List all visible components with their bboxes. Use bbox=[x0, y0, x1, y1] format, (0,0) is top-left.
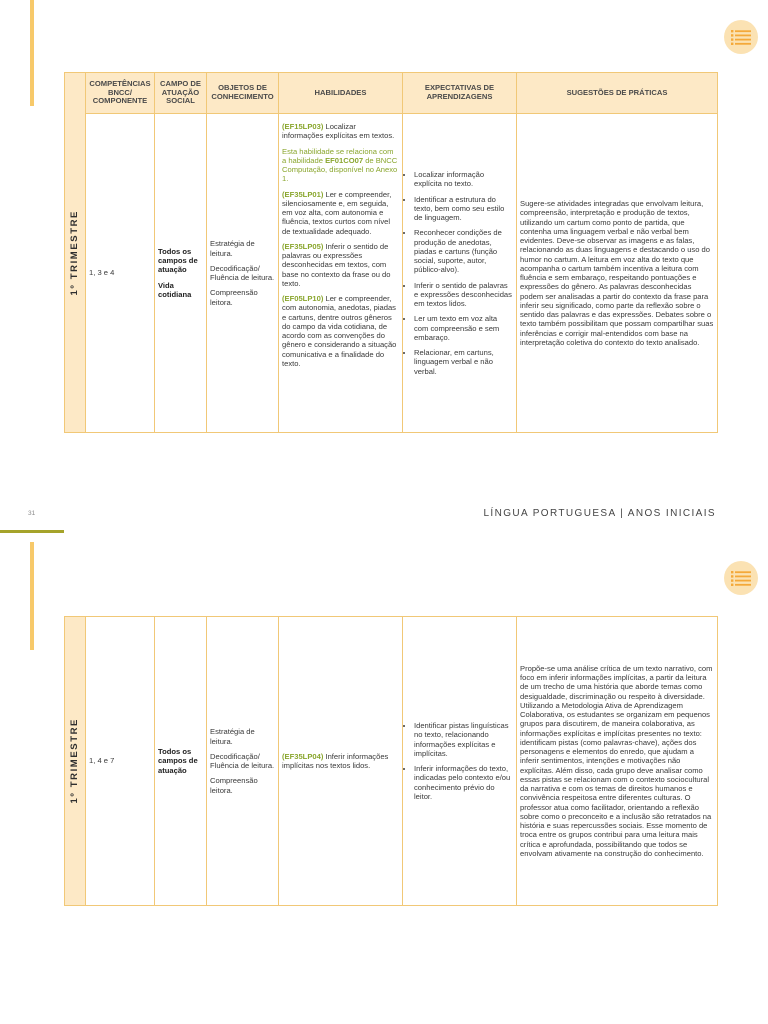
header-habilidades: HABILIDADES bbox=[279, 73, 403, 114]
header-expectativas: EXPECTATIVAS DE APRENDIZAGENS bbox=[403, 73, 517, 114]
header-competencias: COMPETÊNCIAS BNCC/ COMPONENTE bbox=[86, 73, 155, 114]
list-menu-icon bbox=[731, 29, 751, 45]
habilidade-text: Localizar informações explícitas em textos. bbox=[282, 122, 395, 141]
list-menu-button-bottom[interactable] bbox=[724, 561, 758, 595]
trimestre-label: 1º TRIMESTRE bbox=[69, 209, 81, 296]
objeto-item: Compreensão leitora. bbox=[210, 776, 258, 795]
expectativas-cell bbox=[403, 114, 517, 433]
objeto-item: Decodificação/ Fluência de leitura. bbox=[210, 263, 275, 282]
habilidade-text: Ler e compreender, com autonomia, anedotas, piadas e cartuns, dentre outros gêneros do campo da vida cotidiana, de acordo com as convenções do gênero e considerando a situação comunicativa e a finalidade do texto. bbox=[282, 294, 397, 368]
note-code: EF01CO07 bbox=[325, 155, 364, 165]
campo-cell bbox=[155, 114, 207, 433]
habilidade-code: (EF15LP03) bbox=[282, 122, 324, 131]
list-item: • Reconhecer condições de produção de anedotas, piadas e cartuns (função social, suporte, autor, público-alvo). bbox=[414, 228, 513, 274]
habilidade-item bbox=[282, 190, 399, 236]
habilidade-item bbox=[282, 294, 399, 368]
habilidades-cell bbox=[279, 114, 403, 433]
habilidade-code: (EF35LP01) bbox=[282, 189, 324, 199]
objeto-item: Compreensão leitora. bbox=[210, 288, 258, 307]
objeto-item: Decodificação/ Fluência de leitura. bbox=[210, 751, 275, 770]
note-text: Esta habilidade se relaciona com a habilidade bbox=[282, 146, 394, 165]
expectativas-list bbox=[406, 721, 513, 801]
list-item: • Inferir informações do texto, indicadas pelo contexto e/ou conhecimento prévio do leitor. bbox=[414, 764, 513, 801]
list-item: • Localizar informação explícita no texto. bbox=[414, 170, 513, 189]
divider-line bbox=[0, 530, 64, 533]
page-footer-title: LÍNGUA PORTUGUESA | ANOS INICIAIS bbox=[483, 508, 716, 519]
competencias-cell: 1, 4 e 7 bbox=[86, 617, 155, 906]
habilidade-code: (EF05LP10) bbox=[282, 294, 324, 303]
expectativas-list bbox=[406, 170, 513, 376]
list-item: • Inferir o sentido de palavras e expressões desconhecidas em textos lidos. bbox=[414, 281, 513, 309]
list-menu-icon bbox=[731, 570, 751, 586]
campo-item: Vida cotidiana bbox=[158, 280, 192, 299]
habilidade-item bbox=[282, 122, 399, 141]
curriculum-table-1 bbox=[64, 72, 718, 433]
note-text: de BNCC Computação, disponível no Anexo 1. bbox=[282, 155, 398, 184]
habilidade-item bbox=[282, 752, 399, 771]
header-campo: CAMPO DE ATUAÇÃO SOCIAL bbox=[155, 73, 207, 114]
habilidade-text: Inferir informações implícitas nos textos lidos. bbox=[282, 751, 389, 770]
sugestoes-cell: Propõe-se uma análise crítica de um texto narrativo, com foco em inferir informações implícitas, a partir da leitura de um trecho de uma história que aborde temas como desigualdade, discriminação ou respeito à diversidade. Utilizando a Metodologia Ativa de Aprendizagem Colaborativa, os estudantes se organizam em pequenos grupos para discutirem, de maneira colaborativa, as informações explícitas e implícitas presentes no texto: identificam pistas (como palavras-chave), ações dos personagens e elementos do enredo, que ajudam a inferir sentimentos, intenções e motivações não explícitas. Além disso, cada grupo deve analisar como essas pistas se relacionam com o contexto sociocultural da narrativa e com os temas de direitos humanos e convivência respeitosa entre diferentes culturas. O professor atua como facilitador, orientando a reflexão sobre como o preconceito e a inclusão são retratados na história e suas repercussões sociais. Esse momento de troca entre os grupos contribui para uma leitura mais crítica e aprofundada, possibilitando que todos se envolvam ativamente na construção do conhecimento. bbox=[517, 617, 718, 906]
habilidade-text: Inferir o sentido de palavras ou expressões desconhecidas em textos, com base no contexto da frase ou do texto. bbox=[282, 241, 391, 288]
habilidade-note bbox=[282, 147, 399, 184]
curriculum-table-2 bbox=[64, 616, 718, 906]
campo-item: Todos os campos de atuação bbox=[158, 246, 198, 275]
header-objetos: OBJETOS DE CONHECIMENTO bbox=[207, 73, 279, 114]
page-number: 31 bbox=[28, 510, 36, 517]
habilidades-cell bbox=[279, 617, 403, 906]
objetos-cell bbox=[207, 617, 279, 906]
trimestre-label: 1º TRIMESTRE bbox=[69, 718, 81, 804]
list-item: • Identificar a estrutura do texto, bem como seu estilo de linguagem. bbox=[414, 195, 513, 223]
trimestre-cell bbox=[65, 617, 86, 906]
habilidade-item bbox=[282, 242, 399, 288]
list-item: • Identificar pistas linguísticas no texto, relacionando informações explícitas e implícitas. bbox=[414, 721, 513, 758]
objetos-cell bbox=[207, 114, 279, 433]
competencias-cell: 1, 3 e 4 bbox=[86, 114, 155, 433]
list-item: • Ler um texto em voz alta com compreensão e sem embaraço. bbox=[414, 314, 513, 342]
habilidade-code: (EF35LP04) bbox=[282, 751, 324, 761]
objeto-item: Estratégia de leitura. bbox=[210, 727, 255, 746]
campo-cell: Todos os campos de atuação bbox=[155, 617, 207, 906]
accent-bar-bottom bbox=[30, 542, 34, 650]
objeto-item: Estratégia de leitura. bbox=[210, 239, 255, 258]
expectativas-cell bbox=[403, 617, 517, 906]
list-menu-button-top[interactable] bbox=[724, 20, 758, 54]
habilidade-code: (EF35LP05) bbox=[282, 241, 324, 251]
accent-bar-top bbox=[30, 0, 34, 106]
list-item: • Relacionar, em cartuns, linguagem verbal e não verbal. bbox=[414, 348, 513, 376]
trimestre-cell bbox=[65, 73, 86, 433]
header-sugestoes: SUGESTÕES DE PRÁTICAS bbox=[517, 73, 718, 114]
sugestoes-cell: Sugere-se atividades integradas que envolvam leitura, compreensão, interpretação e produção de textos, utilizando um cartum como ponto de partida, que contenha uma linguagem verbal e não verbal bem evidentes. Deve-se observar as imagens e as falas, relacionando as duas linguagens e destacando o uso do humor no cartum. A leitura em voz alta do texto que acompanha o cartum também incentiva a leitura com fluência e sem embaraço, respeitando pontuações e expressões do gênero. As palavras desconhecidas podem ser analisadas a partir do contexto da frase para inferir seu significado, como parte da reflexão sobre o sentido das palavras e das expressões. Debates sobre o texto também possibilitam que possam compartilhar suas inferências e corrigir mal-entendidos com base na interpretação coletiva do contexto do texto analisado. bbox=[517, 114, 718, 433]
habilidade-text: Ler e compreender, silenciosamente e, em seguida, em voz alta, com autonomia e fluência, textos curtos com nível de textualidade adequado. bbox=[282, 189, 392, 236]
